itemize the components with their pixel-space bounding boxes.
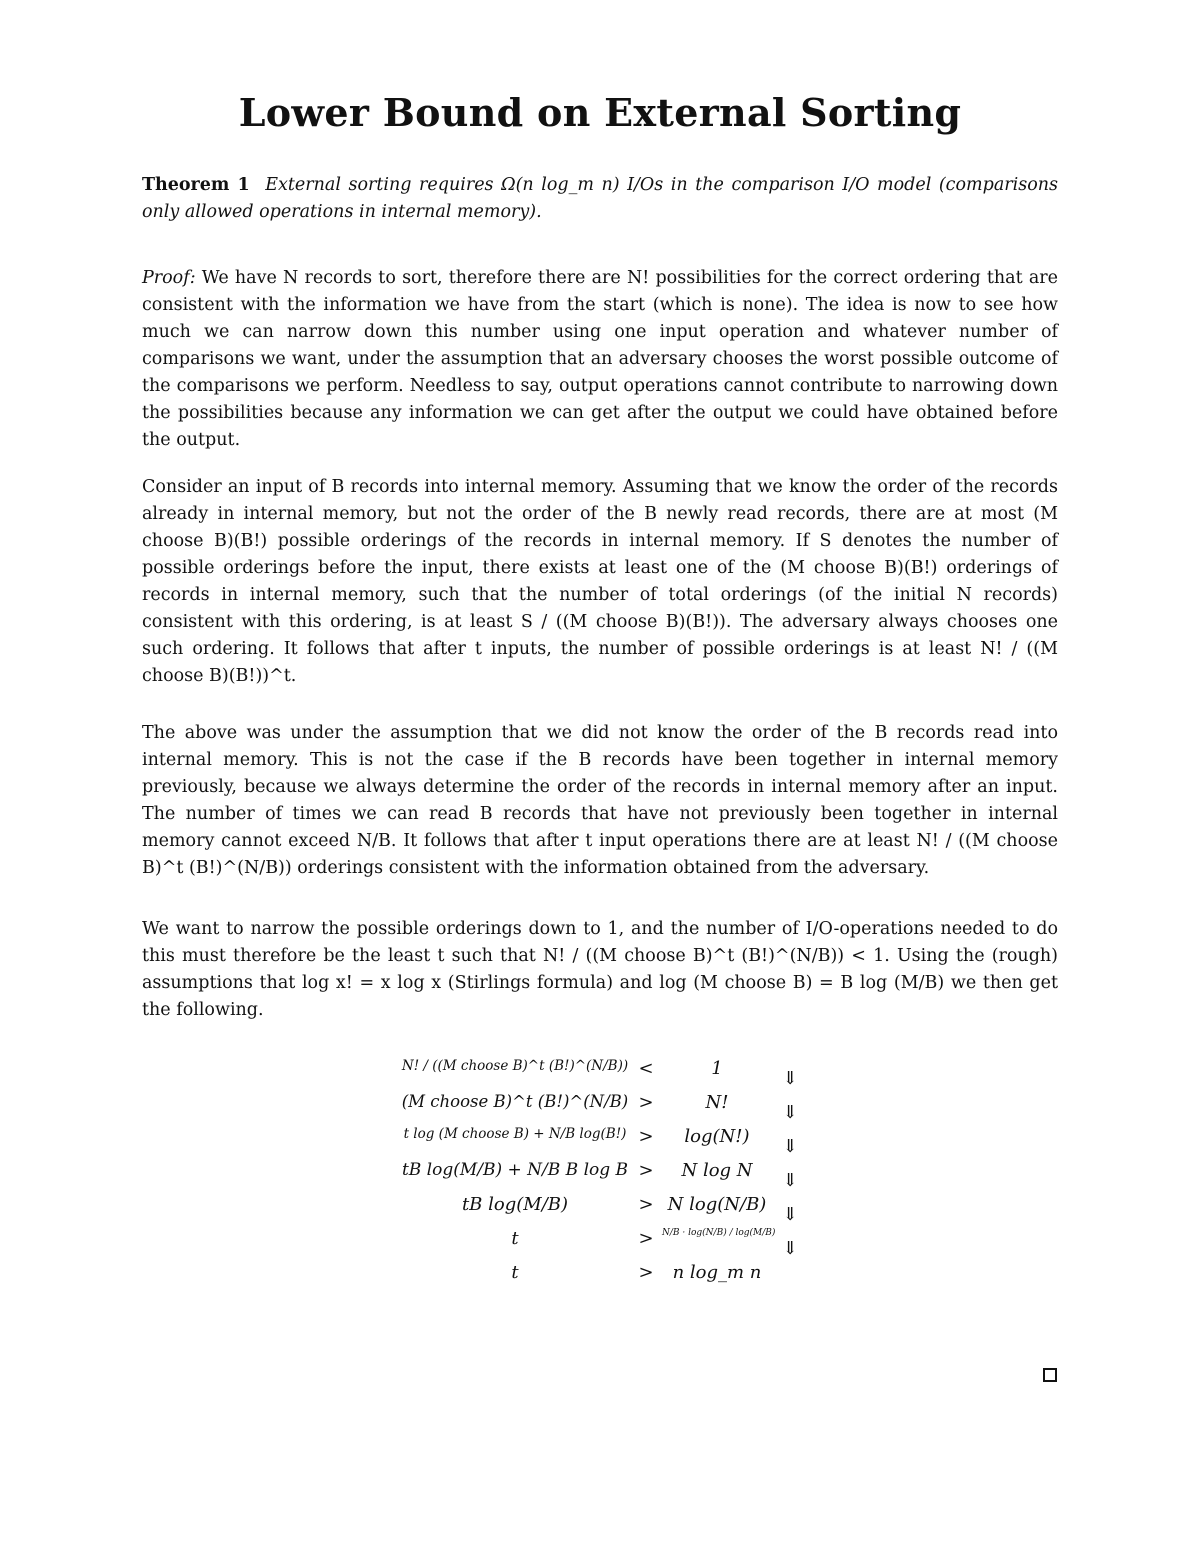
derivation-rhs: N! xyxy=(705,1092,729,1113)
implies-arrow-icon: ⇓ xyxy=(782,1204,798,1225)
implies-arrow-icon: ⇓ xyxy=(782,1238,798,1259)
derivation-lhs: t xyxy=(511,1262,519,1283)
page-title: Lower Bound on External Sorting xyxy=(238,90,962,135)
derivation-row xyxy=(400,1160,820,1194)
proof-paragraph xyxy=(142,265,1058,454)
derivation-lhs: t xyxy=(511,1228,519,1249)
derivation-lhs: t log (M choose B) + N/B log(B!) xyxy=(403,1126,627,1142)
proof-text: We have N records to sort, therefore there are N! possibilities for the correct ordering that are consistent with the information we have from the start (which is none). The idea is now to see how much we can narrow down this number using one input operation and whatever number of comparisons we want, under the assumption that an adversary chooses the worst possible outcome of the comparisons we perform. Needless to say, output operations cannot contribute to narrowing down the possibilities because any information we can get after the output we could have obtained before the output. xyxy=(142,268,1058,450)
derivation-rhs: 1 xyxy=(711,1058,723,1079)
implies-arrow-icon: ⇓ xyxy=(782,1102,798,1123)
paragraph-narrow-orderings: We want to narrow the possible orderings down to 1, and the number of I/O-operations needed to do this must therefore be the least t such that N! / ((M choose B)^t (B!)^(N/B)) < 1. Using the (rough) assumptions that log x! = x log x (Stirlings formula) and log (M choose B) = B log (M/B) we then get the following. xyxy=(142,919,1058,1020)
derivation-row xyxy=(400,1126,820,1160)
proof-label: Proof: xyxy=(142,268,196,288)
derivation-rhs: N log N xyxy=(681,1160,753,1181)
qed-square-icon xyxy=(1043,1368,1057,1382)
derivation-row xyxy=(400,1228,820,1262)
derivation-lhs: (M choose B)^t (B!)^(N/B) xyxy=(401,1092,629,1111)
derivation-row xyxy=(400,1194,820,1228)
implies-arrow-icon: ⇓ xyxy=(782,1136,798,1157)
derivation-lhs: N! / ((M choose B)^t (B!)^(N/B)) xyxy=(401,1058,629,1074)
derivation-rhs: n log_m n xyxy=(672,1262,762,1283)
derivation-table xyxy=(400,1058,820,1296)
derivation-row xyxy=(400,1262,820,1296)
derivation-lhs: tB log(M/B) xyxy=(461,1194,569,1215)
derivation-row xyxy=(400,1092,820,1126)
theorem-label: Theorem 1 xyxy=(142,175,250,195)
implies-arrow-icon: ⇓ xyxy=(782,1170,798,1191)
derivation-rhs: N log(N/B) xyxy=(667,1194,767,1215)
paragraph-previous-records: The above was under the assumption that we did not know the order of the B records read into internal memory. This is not the case if the B records have been together in internal memory previously, because we always determine the order of the records in internal memory after an input. The number of times we can read B records that have not previously been together in internal memory cannot exceed N/B. It follows that after t input operations there are at least N! / ((M choose B)^t (B!)^(N/B)) orderings consistent with the information obtained from the adversary. xyxy=(142,723,1058,878)
derivation-relation: > xyxy=(638,1194,654,1215)
theorem-text: External sorting requires Ω(n log_m n) I/Os in the comparison I/O model (comparisons only allowed operations in internal memory). xyxy=(142,175,1058,222)
implies-arrow-icon: ⇓ xyxy=(782,1068,798,1089)
derivation-row xyxy=(400,1058,820,1092)
derivation-relation: < xyxy=(638,1058,654,1079)
derivation-lhs: tB log(M/B) + N/B B log B xyxy=(401,1160,629,1180)
paragraph-input-orderings: Consider an input of B records into internal memory. Assuming that we know the order of the records already in internal memory, but not the order of the B newly read records, there are at most (M choose B)(B!) possible orderings of the records in internal memory. If S denotes the number of possible orderings before the input, there exists at least one of the (M choose B)(B!) orderings of records in internal memory, such that the number of total orderings (of the initial N records) consistent with this ordering, is at least S / ((M choose B)(B!)). The adversary always chooses one such ordering. It follows that after t inputs, the number of possible orderings is at least N! / ((M choose B)(B!))^t. xyxy=(142,477,1058,686)
theorem xyxy=(142,172,1058,226)
derivation-relation: > xyxy=(638,1262,654,1283)
derivation-relation: > xyxy=(638,1092,654,1113)
derivation-rhs: log(N!) xyxy=(684,1126,750,1147)
derivation-relation: > xyxy=(638,1228,654,1249)
derivation-relation: > xyxy=(638,1126,654,1147)
derivation-relation: > xyxy=(638,1160,654,1181)
derivation-rhs: N/B · log(N/B) / log(M/B) xyxy=(662,1228,776,1238)
